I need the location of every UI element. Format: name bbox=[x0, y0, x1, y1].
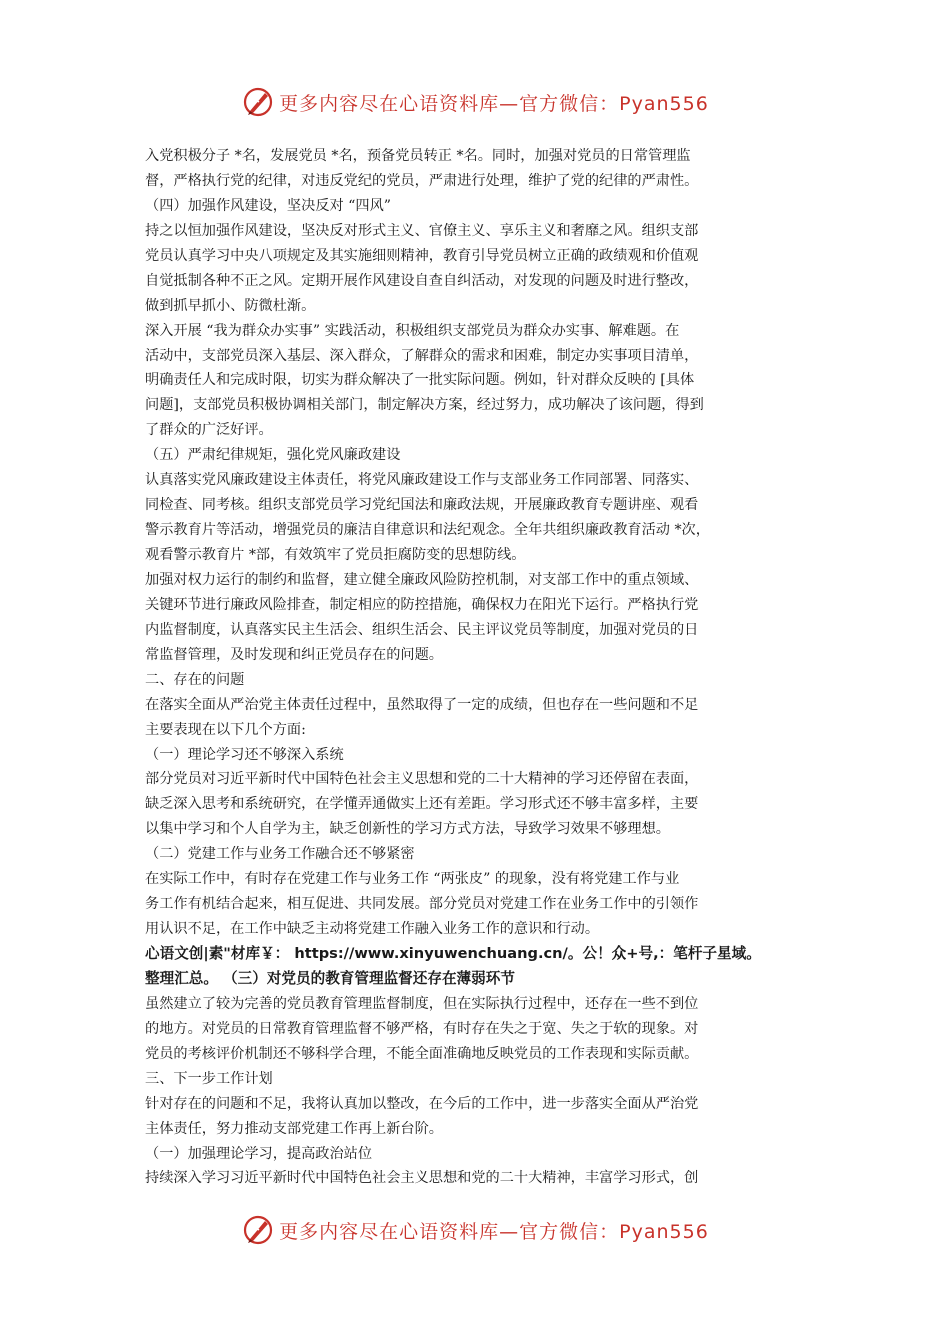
section-heading: 二、存在的问题 bbox=[145, 671, 245, 688]
text-line: 活动中，支部党员深入基层、深入群众，了解群众的需求和困难，制定办实事项目清单， bbox=[145, 347, 699, 364]
header-banner bbox=[0, 82, 950, 122]
text-line: 观看警示教育片 *部，有效筑牢了党员拒腐防变的思想防线。 bbox=[145, 547, 526, 563]
section-heading: （二）党建工作与业务工作融合还不够紧密 bbox=[145, 846, 415, 863]
text-line: 认真落实党风廉政建设主体责任，将党风廉政建设工作与支部业务工作同部署、同落实、 bbox=[145, 472, 699, 489]
section-heading: 三、下一步工作计划 bbox=[145, 1070, 273, 1087]
text-line: 警示教育片等活动，增强党员的廉洁自律意识和法纪观念。全年共组织廉政教育活动 *次， bbox=[145, 522, 710, 539]
section-heading: （一）加强理论学习，提高政治站位 bbox=[145, 1145, 373, 1162]
text-line: 部分党员对习近平新时代中国特色社会主义思想和党的二十大精神的学习还停留在表面， bbox=[145, 771, 699, 788]
text-line: 虽然建立了较为完善的党员教育管理监督制度，但在实际执行过程中，还存在一些不到位 bbox=[145, 995, 699, 1012]
text-line: 在实际工作中，有时存在党建工作与业务工作 “两张皮” 的现象，没有将党建工作与业 bbox=[145, 871, 680, 888]
pen-logo-icon bbox=[241, 1213, 275, 1247]
footer-banner bbox=[0, 1210, 950, 1250]
text-line: 务工作有机结合起来，相互促进、共同发展。部分党员对党建工作在业务工作中的引领作 bbox=[145, 896, 699, 913]
text-line: 的地方。对党员的日常教育管理监督不够严格，有时存在失之于宽、失之于软的现象。对 bbox=[145, 1020, 699, 1037]
header-banner-text: 更多内容尽在心语资料库—官方微信：Pyan556 bbox=[279, 92, 709, 115]
text-line: 入党积极分子 *名，发展党员 *名，预备党员转正 *名。同时，加强对党员的日常管理监 bbox=[145, 148, 691, 164]
document-body bbox=[145, 144, 813, 1191]
text-line: 了群众的广泛好评。 bbox=[145, 422, 273, 439]
section-heading: （一）理论学习还不够深入系统 bbox=[145, 746, 344, 763]
text-line: 常监督管理，及时发现和纠正党员存在的问题。 bbox=[145, 646, 443, 663]
text-line: 主体责任，努力推动支部党建工作再上新台阶。 bbox=[145, 1120, 443, 1137]
text-line: 用认识不足，在工作中缺乏主动将党建工作融入业务工作的意识和行动。 bbox=[145, 921, 600, 938]
text-line: 持之以恒加强作风建设，坚决反对形式主义、官僚主义、享乐主义和奢靡之风。组织支部 bbox=[145, 222, 699, 239]
text-line: 内监督制度，认真落实民主生活会、组织生活会、民主评议党员等制度，加强对党员的日 bbox=[145, 621, 699, 638]
text-line: 加强对权力运行的制约和监督，建立健全廉政风险防控机制，对支部工作中的重点领域、 bbox=[145, 571, 699, 588]
watermark-line: 心语文创|素"材库￥： https://www.xinyuwenchuang.cn/。公！众+号,：笔杆子星域。 bbox=[145, 945, 761, 962]
text-line: 党员的考核评价机制还不够科学合理，不能全面准确地反映党员的工作表现和实际贡献。 bbox=[145, 1045, 699, 1062]
text-line: 自觉抵制各种不正之风。定期开展作风建设自查自纠活动，对发现的问题及时进行整改， bbox=[145, 272, 699, 289]
section-heading: （五）严肃纪律规矩，强化党风廉政建设 bbox=[145, 447, 401, 464]
text-line: 在落实全面从严治党主体责任过程中，虽然取得了一定的成绩，但也存在一些问题和不足 bbox=[145, 696, 699, 713]
text-line: 以集中学习和个人自学为主，缺乏创新性的学习方式方法，导致学习效果不够理想。 bbox=[145, 821, 670, 838]
text-line: 做到抓早抓小、防微杜渐。 bbox=[145, 297, 316, 314]
text-line: 持续深入学习习近平新时代中国特色社会主义思想和党的二十大精神，丰富学习形式，创 bbox=[145, 1170, 699, 1187]
footer-banner-text: 更多内容尽在心语资料库—官方微信：Pyan556 bbox=[279, 1220, 709, 1243]
watermark-line: 整理汇总。 （三）对党员的教育管理监督还存在薄弱环节 bbox=[145, 969, 515, 987]
text-line: 针对存在的问题和不足，我将认真加以整改，在今后的工作中，进一步落实全面从严治党 bbox=[145, 1095, 699, 1112]
pen-logo-icon bbox=[241, 85, 275, 119]
text-line: 党员认真学习中央八项规定及其实施细则精神，教育引导党员树立正确的政绩观和价值观 bbox=[145, 247, 699, 264]
text-line: 同检查、同考核。组织支部党员学习党纪国法和廉政法规，开展廉政教育专题讲座、观看 bbox=[145, 497, 699, 514]
text-line: 关键环节进行廉政风险排查，制定相应的防控措施，确保权力在阳光下运行。严格执行党 bbox=[145, 596, 699, 613]
section-heading: （四）加强作风建设，坚决反对 “四风” bbox=[145, 197, 392, 214]
text-line: 深入开展 “我为群众办实事” 实践活动，积极组织支部党员为群众办实事、解难题。在 bbox=[145, 322, 680, 339]
text-line: 缺乏深入思考和系统研究，在学懂弄通做实上还有差距。学习形式还不够丰富多样，主要 bbox=[145, 796, 699, 813]
text-line: 主要表现在以下几个方面: bbox=[145, 721, 306, 738]
text-line: 问题]，支部党员积极协调相关部门，制定解决方案，经过努力，成功解决了该问题，得到 bbox=[145, 397, 704, 414]
text-line: 督，严格执行党的纪律，对违反党纪的党员，严肃进行处理，维护了党的纪律的严肃性。 bbox=[145, 172, 699, 189]
text-line: 明确责任人和完成时限，切实为群众解决了一批实际问题。例如，针对群众反映的 [具体 bbox=[145, 372, 695, 389]
